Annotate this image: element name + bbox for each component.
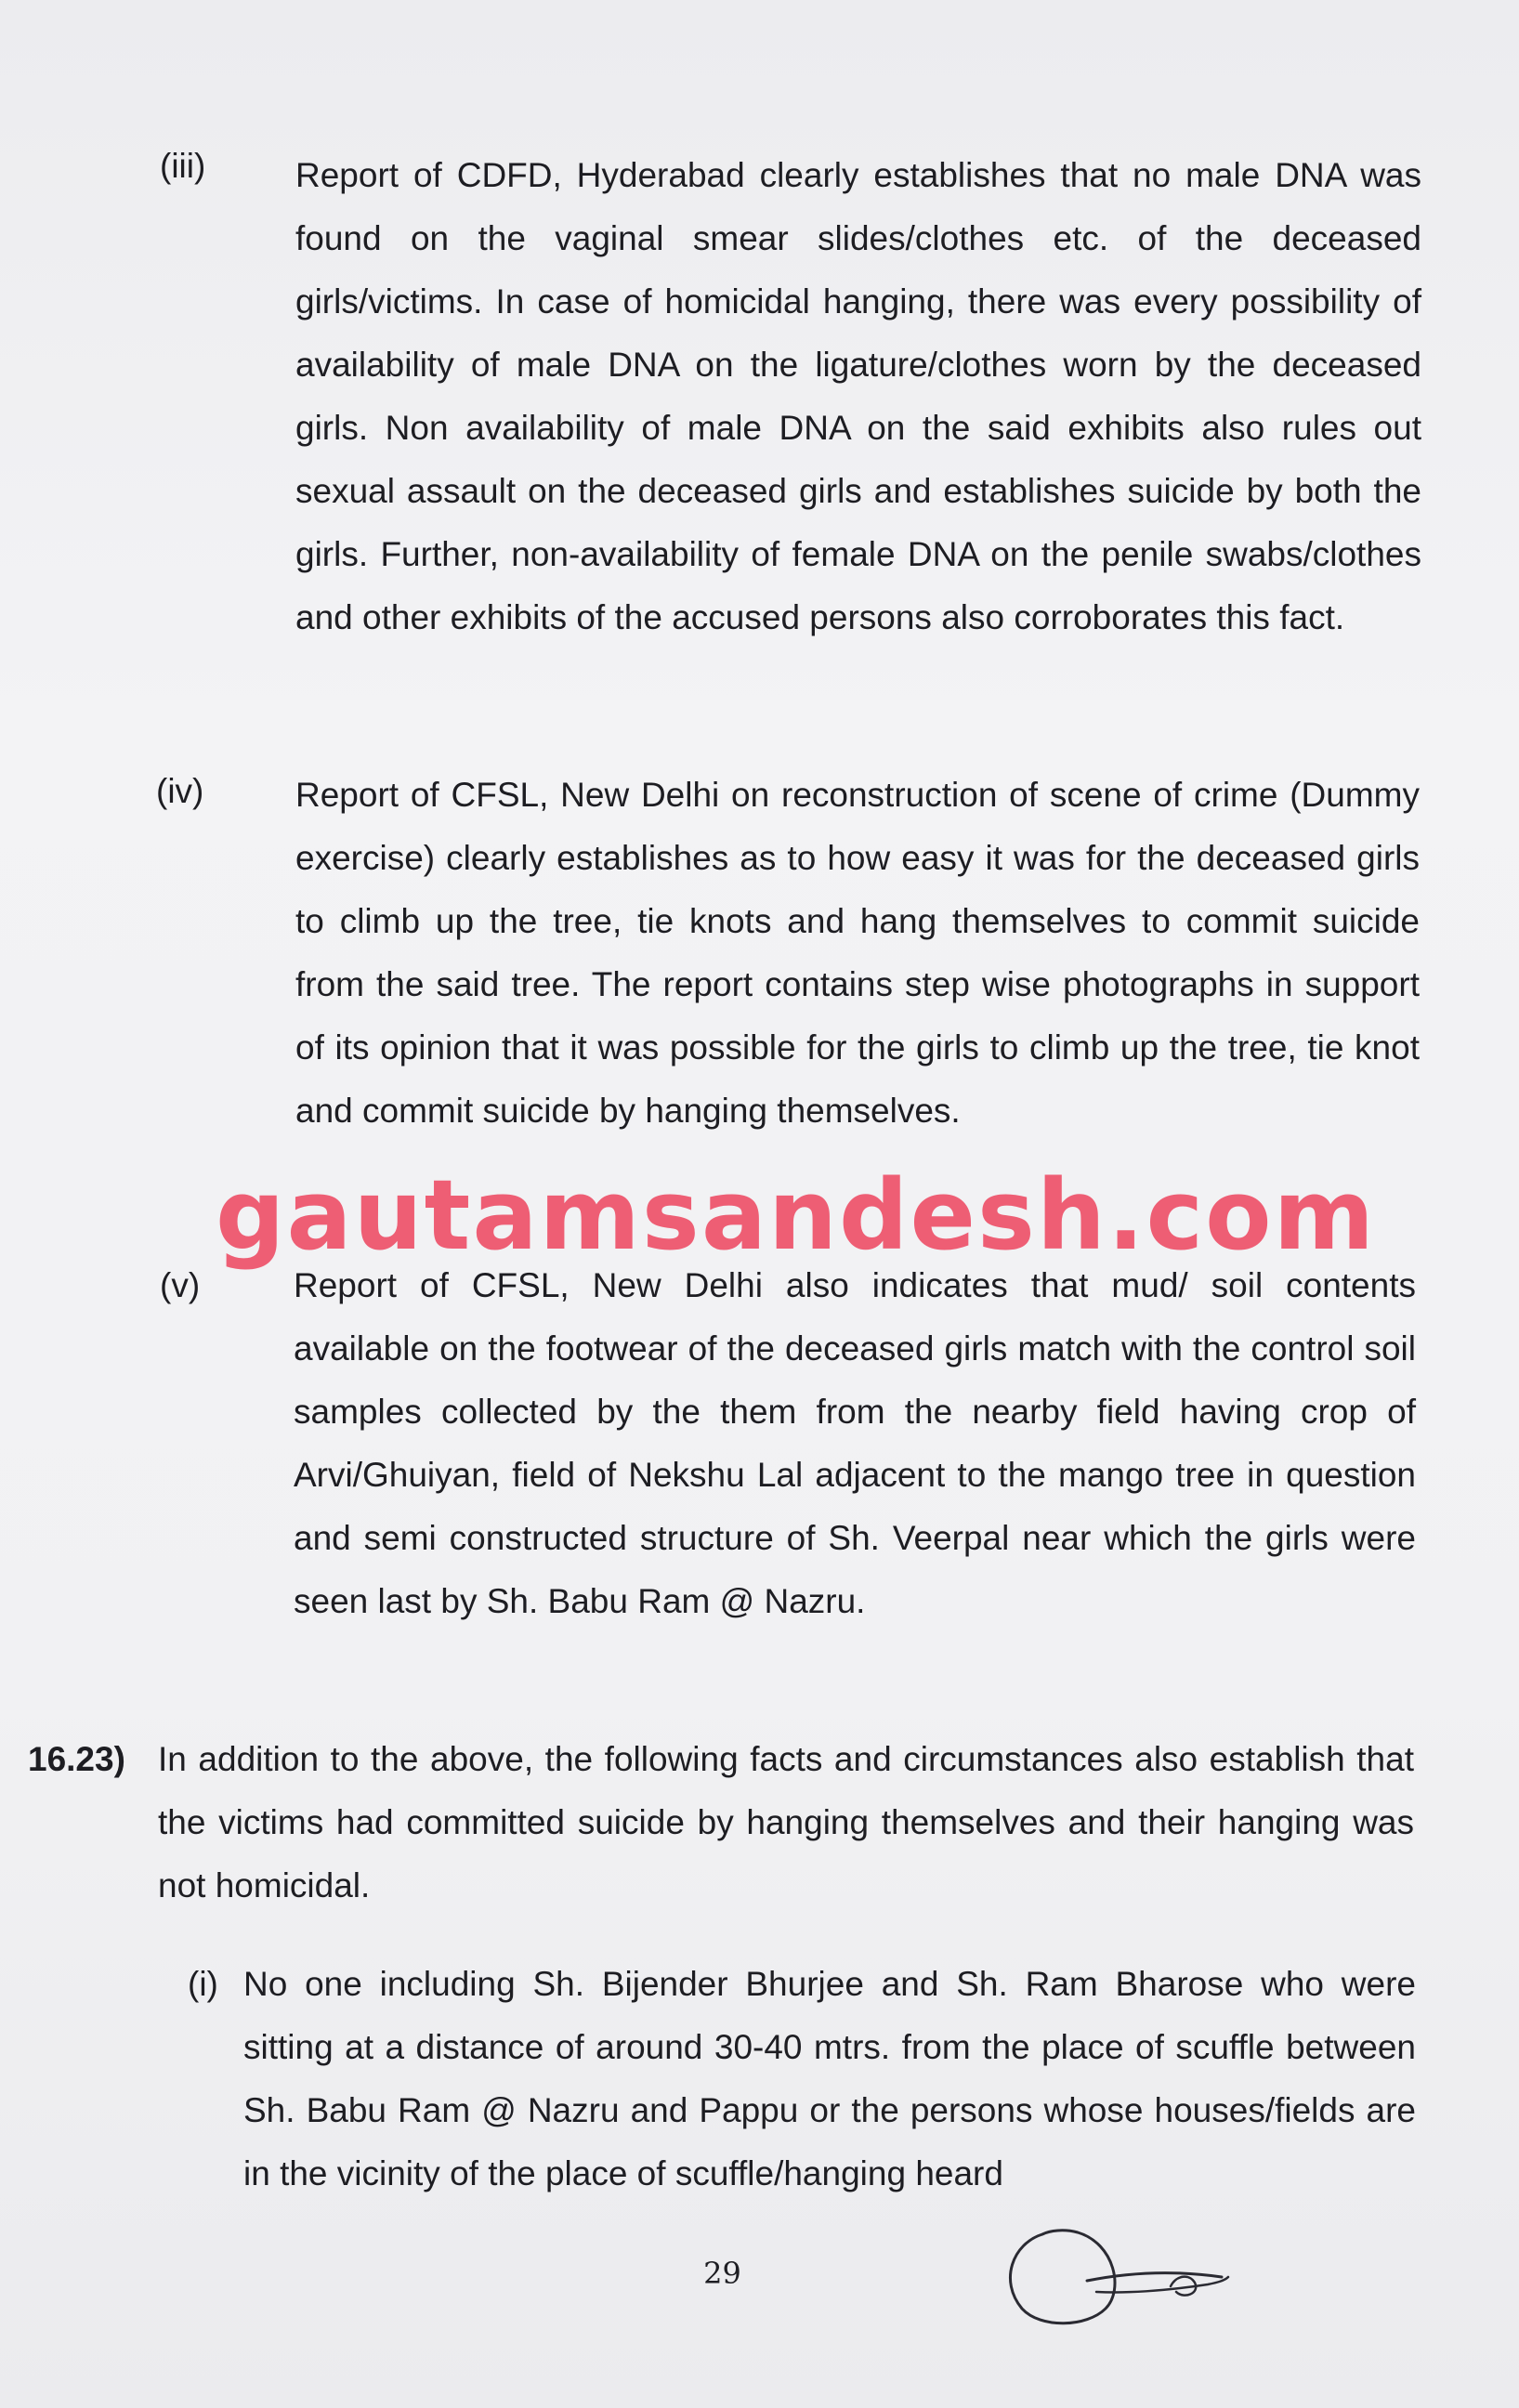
item-marker-iv: (iv) bbox=[156, 772, 204, 810]
paragraph-iv: Report of CFSL, New Delhi on reconstruction of scene of crime (Dummy exercise) clearly establishes as to how easy it was for the deceased girls to climb up the tree, tie knots and hang themselves to commit suicide from the said tree. The report contains step wise photographs in support of its opinion that it was possible for the girls to climb up the tree, tie knot and commit suicide by hanging themselves. bbox=[295, 776, 1420, 1130]
section-number-16-23: 16.23) bbox=[28, 1740, 125, 1778]
item-marker-v: (v) bbox=[160, 1266, 201, 1304]
item-marker-iii: (iii) bbox=[160, 147, 206, 185]
paragraph-v: Report of CFSL, New Delhi also indicates that mud/ soil contents available on the footwear of the deceased girls match with the control soil samples collected by the them from the nearby field having crop of Arvi/Ghuiyan, field of Nekshu Lal adjacent to the mango tree in question and semi constructed structure of Sh. Veerpal near which the girls were seen last by Sh. Babu Ram @ Nazru. bbox=[294, 1266, 1416, 1620]
paragraph-16-23: In addition to the above, the following facts and circumstances also establish that the victims had committed suicide by hanging themselves and their hanging was not homicidal. bbox=[158, 1740, 1414, 1904]
page-number: 29 bbox=[703, 2256, 741, 2291]
item-marker-i: (i) bbox=[188, 1965, 218, 2003]
paragraph-iii: Report of CDFD, Hyderabad clearly establishes that no male DNA was found on the vaginal smear slides/clothes etc. of the deceased girls/victims. In case of homicidal hanging, there was every possibility of availability of male DNA on the ligature/clothes worn by the deceased girls. Non availability of male DNA on the said exhibits also rules out sexual assault on the deceased girls and establishes suicide by both the girls. Further, non-availability of female DNA on the penile swabs/clothes and other exhibits of the accused persons also corroborates this fact. bbox=[295, 156, 1421, 636]
paragraph-i: No one including Sh. Bijender Bhurjee and Sh. Ram Bharose who were sitting at a distance of around 30-40 mtrs. from the place of scuffle between Sh. Babu Ram @ Nazru and Pappu or the persons whose houses/fields are in the vicinity of the place of scuffle/hanging heard bbox=[243, 1965, 1416, 2192]
signature-icon bbox=[985, 2216, 1245, 2336]
site-watermark: gautamsandesh.com bbox=[216, 1158, 1376, 1272]
